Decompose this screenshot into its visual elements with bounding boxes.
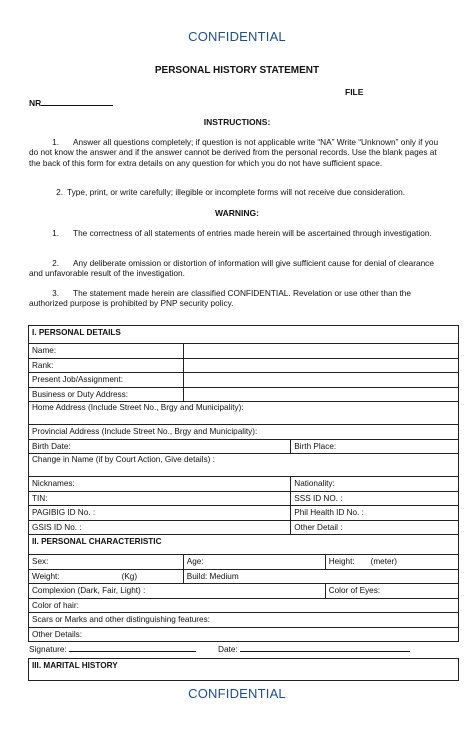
instruction-item-2 — [29, 187, 443, 197]
gsis-field[interactable] — [29, 520, 291, 535]
weight-field[interactable] — [29, 569, 184, 584]
height-label: Height: — [328, 557, 355, 567]
hair-color-field[interactable] — [29, 598, 459, 613]
nr-field — [29, 97, 113, 108]
tin-label: TIN: — [32, 493, 48, 503]
date-line — [218, 643, 410, 654]
sex-field[interactable] — [29, 555, 184, 570]
instructions-heading: INSTRUCTIONS: — [203, 117, 271, 127]
business-address-field[interactable] — [183, 387, 458, 402]
nationality-field[interactable] — [291, 477, 459, 492]
pagibig-label: PAGIBIG ID No. : — [32, 508, 96, 518]
change-name-label: Change in Name (if by Court Action, Give details) : — [32, 455, 215, 464]
provincial-address-label: Provincial Address (Include Street No., Brgy and Municipality): — [32, 427, 258, 437]
signature-label: Signature: — [29, 644, 67, 654]
height-unit: (meter) — [370, 557, 398, 567]
age-label: Age: — [186, 557, 204, 567]
build-field[interactable] — [183, 569, 458, 584]
file-label: FILE — [345, 87, 364, 97]
nicknames-field[interactable] — [29, 477, 291, 492]
height-field[interactable] — [325, 555, 458, 570]
gsis-label: GSIS ID No. : — [32, 522, 82, 532]
item-number: 1. — [52, 228, 59, 238]
item-number: 2. — [52, 258, 59, 268]
confidential-header: CONFIDENTIAL — [188, 29, 286, 44]
section-heading-personal-details: I. PERSONAL DETAILS — [29, 326, 459, 344]
complexion-label: Complexion (Dark, Fair, Light) : — [32, 586, 146, 596]
scars-label: Scars or Marks and other distinguishing features: — [32, 615, 210, 625]
item-number: 1. — [52, 137, 59, 147]
change-name-field[interactable] — [29, 454, 459, 477]
other-id-label: Other Detail : — [294, 522, 343, 532]
complexion-field[interactable] — [29, 584, 326, 599]
eye-color-label: Color of Eyes: — [328, 586, 381, 596]
warning-item-2 — [29, 258, 443, 279]
warning-item-1 — [29, 228, 443, 238]
other-details-field[interactable] — [29, 627, 459, 642]
philhealth-label: Phil Health ID No. : — [294, 508, 364, 518]
date-label: Date: — [218, 644, 238, 654]
birth-date-field[interactable] — [29, 439, 291, 454]
section-heading-marital-history: III. MARITAL HISTORY — [29, 659, 459, 681]
sex-label: Sex: — [32, 557, 49, 567]
warning-heading: WARNING: — [215, 208, 259, 218]
home-address-label: Home Address (Include Street No., Brgy and Municipality): — [32, 403, 244, 412]
sss-field[interactable] — [291, 491, 459, 506]
nationality-label: Nationality: — [294, 479, 335, 489]
name-label: Name: — [29, 344, 184, 359]
other-id-field[interactable] — [291, 520, 459, 535]
tin-field[interactable] — [29, 491, 291, 506]
item-text: Answer all questions completely; if question is not applicable write “NA” Write “Unknown” only if you do not know the answer and if the answer cannot be derived from the personal records. Use the blank pages at the back of this form for extra details on any question for which you do not have sufficient space. — [29, 137, 439, 168]
weight-unit: (Kg) — [121, 571, 138, 581]
item-text: Any deliberate omission or distortion of information will give sufficient cause for denial of clearance and unfavorable result of the investigation. — [29, 258, 434, 279]
eye-color-field[interactable] — [325, 584, 458, 599]
nr-label: NR — [29, 98, 42, 108]
pagibig-field[interactable] — [29, 506, 291, 521]
section-heading-personal-characteristic: II. PERSONAL CHARACTERISTIC — [29, 535, 459, 555]
sss-label: SSS ID NO. : — [294, 493, 343, 503]
rank-label: Rank: — [29, 358, 184, 373]
scars-field[interactable] — [29, 613, 459, 628]
nr-blank-line — [41, 97, 113, 106]
confidential-footer: CONFIDENTIAL — [188, 686, 286, 701]
warning-item-3 — [29, 288, 443, 309]
birth-date-label: Birth Date: — [32, 441, 71, 451]
date-blank[interactable] — [240, 643, 410, 652]
other-details-label: Other Details: — [32, 629, 83, 639]
present-job-label: Present Job/Assignment: — [29, 373, 184, 388]
build-label: Build: Medium — [186, 571, 239, 581]
item-text: The correctness of all statements of entries made herein will be ascertained through investigation. — [73, 228, 432, 238]
item-number: 2. — [56, 187, 63, 197]
birth-place-field[interactable] — [291, 439, 459, 454]
page-title: PERSONAL HISTORY STATEMENT — [154, 65, 320, 76]
personal-details-table — [28, 325, 459, 642]
birth-place-label: Birth Place: — [294, 441, 337, 451]
weight-label: Weight: — [32, 571, 60, 581]
instruction-item-1 — [29, 137, 443, 168]
name-field[interactable] — [183, 344, 458, 359]
philhealth-field[interactable] — [291, 506, 459, 521]
rank-field[interactable] — [183, 358, 458, 373]
item-text: The statement made herein are classified CONFIDENTIAL. Revelation or use other than the authorized purpose is prohibited by PNP security policy. — [29, 288, 412, 309]
age-field[interactable] — [183, 555, 325, 570]
hair-color-label: Color of hair: — [32, 600, 79, 610]
marital-history-table — [28, 658, 459, 681]
signature-blank[interactable] — [69, 643, 196, 652]
home-address-field[interactable] — [29, 402, 459, 425]
item-number: 3. — [52, 288, 59, 298]
provincial-address-field[interactable] — [29, 425, 459, 440]
nicknames-label: Nicknames: — [32, 479, 75, 489]
signature-line — [29, 643, 196, 654]
present-job-field[interactable] — [183, 373, 458, 388]
item-text: Type, print, or write carefully; illegible or incomplete forms will not receive due consideration. — [67, 187, 406, 197]
business-address-label: Business or Duty Address: — [29, 387, 184, 402]
